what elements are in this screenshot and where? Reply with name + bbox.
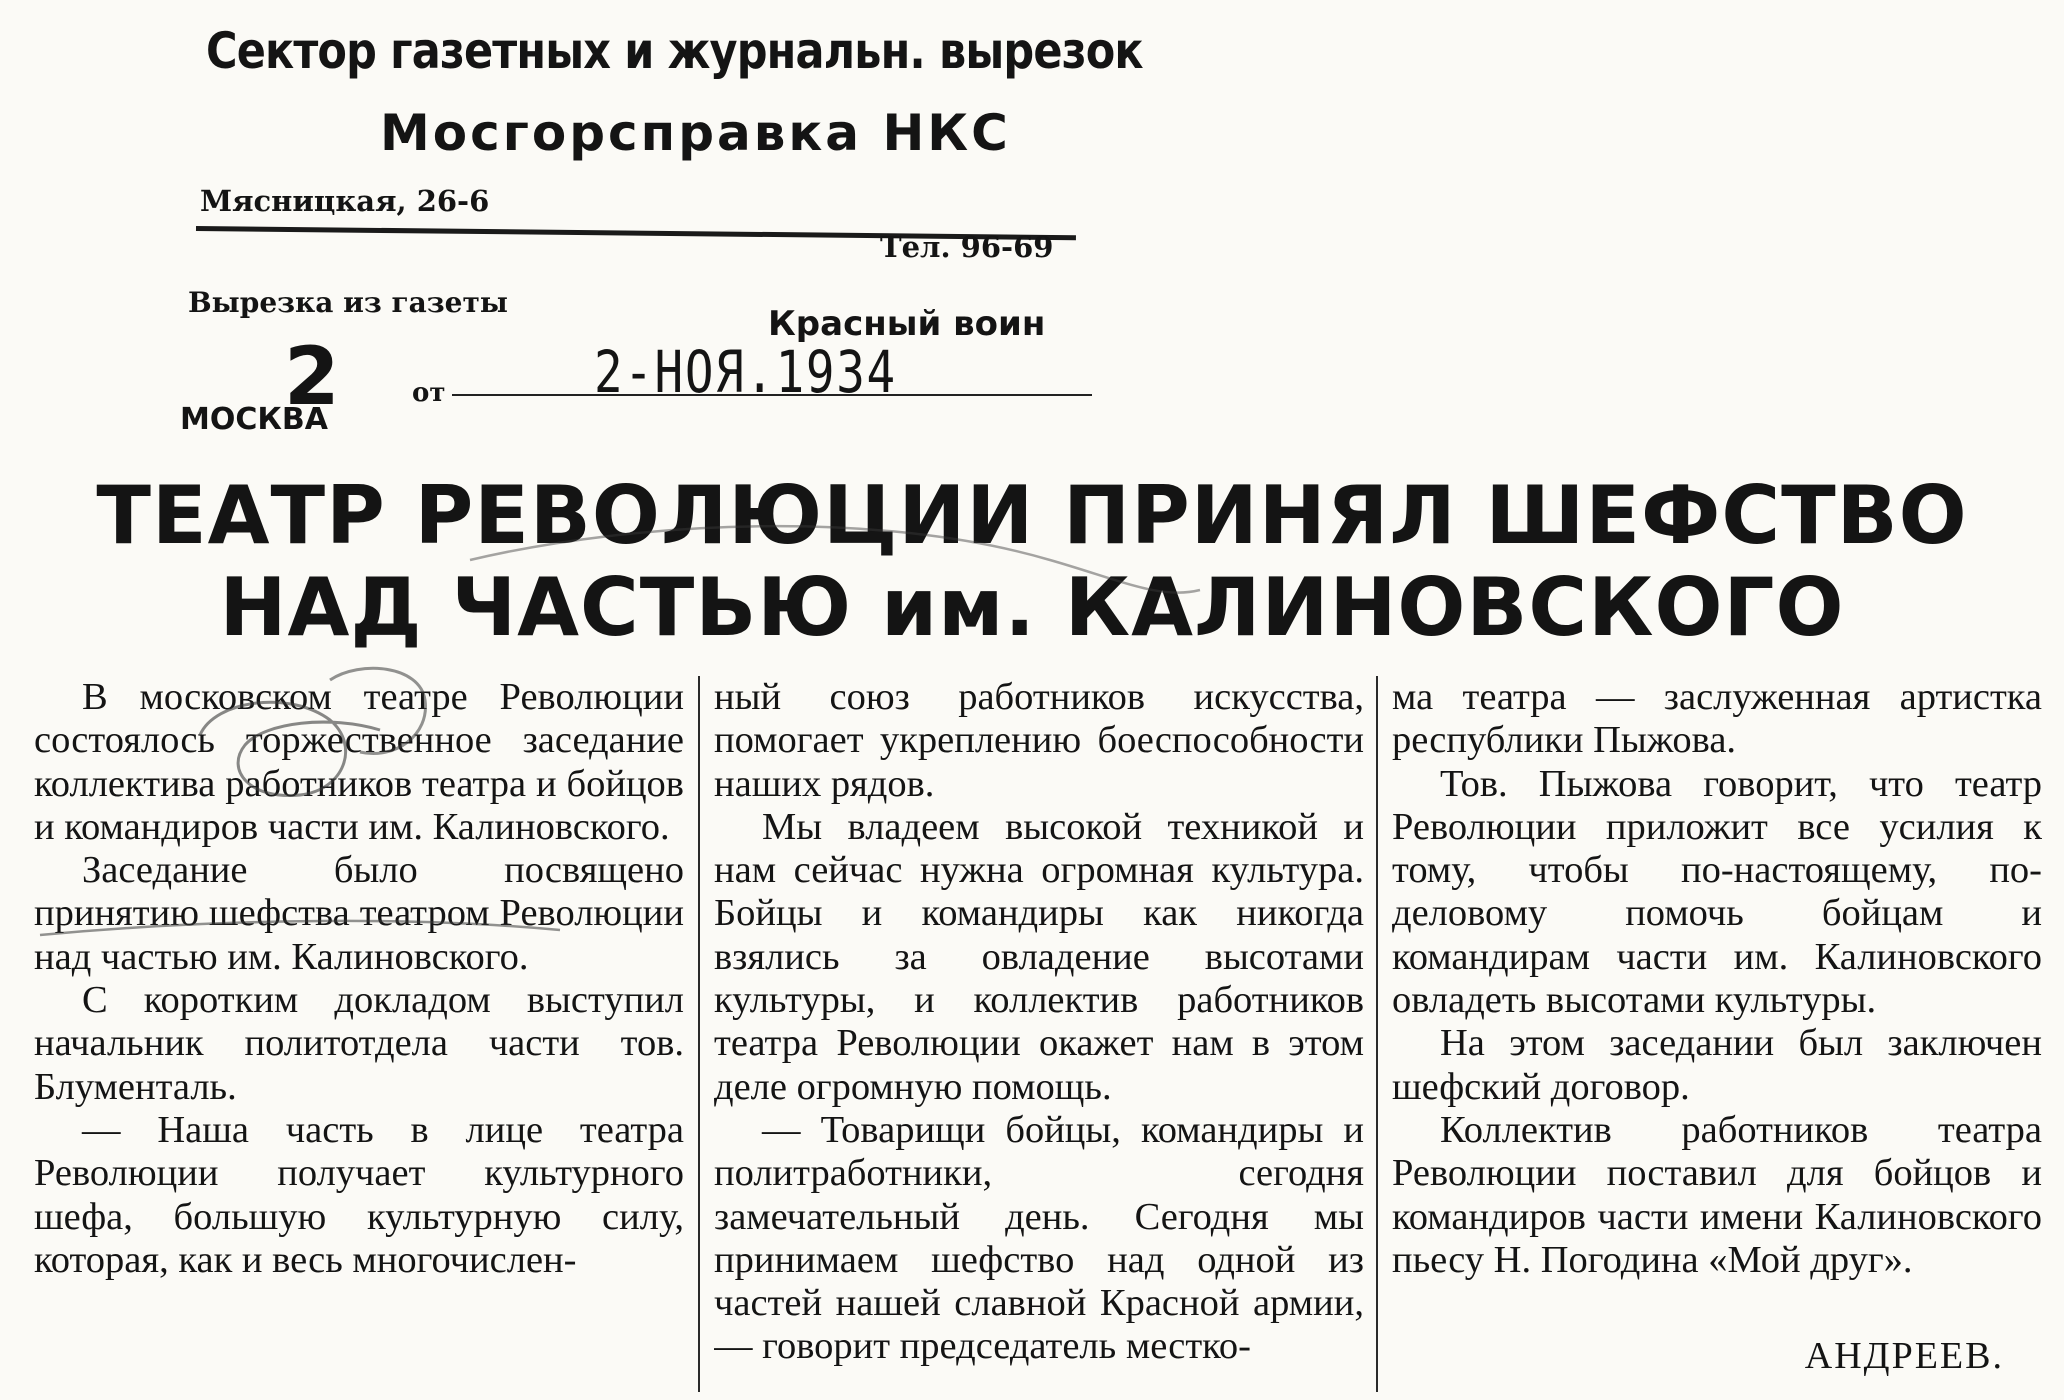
column-rule — [1376, 676, 1378, 1392]
column-rule — [698, 676, 700, 1392]
stamp-from-label: от — [412, 378, 446, 408]
paragraph: Заседание было посвящено принятию шефства театром Революции над частью им. Калиновского. — [34, 849, 684, 978]
article-headline — [0, 470, 2064, 654]
paragraph: — Наша часть в лице театра Революции получает культурного шефа, большую культурную силу, которая, как и весь многочислен- — [34, 1108, 684, 1281]
paragraph: Тов. Пыжова говорит, что театр Революции приложит все усилия к тому, чтобы по-настоящему, по-деловому помочь бойцам и командирам части им. Калиновского овладеть высотами культуры. — [1392, 762, 2042, 1022]
article-body — [34, 676, 2044, 1392]
paragraph: Коллектив работников театра Революции поставил для бойцов и командиров части имени Калиновского пьесу Н. Погодина «Мой друг». — [1392, 1108, 2042, 1281]
stamp-issue-number: 2 — [284, 330, 340, 423]
stamp-address: Мясницкая, 26-6 — [200, 184, 490, 218]
headline-line-1: ТЕАТР РЕВОЛЮЦИИ ПРИНЯЛ ШЕФСТВО — [96, 469, 1968, 562]
article-column-2 — [714, 676, 1364, 1392]
paragraph: На этом заседании был заключен шефский договор. — [1392, 1022, 2042, 1108]
article-column-3 — [1392, 676, 2042, 1392]
stamp-phone: Тел. 96-69 — [880, 230, 1054, 264]
paragraph: Мы владеем высокой техникой и нам сейчас нужна огромная культура. Бойцы и командиры как никогда взялись за овладение высотами культуры, и коллектив работников театра Революции окажет нам в этом деле огромную помощь. — [714, 805, 1364, 1108]
author-signature: АНДРЕЕВ. — [1804, 1335, 2004, 1377]
paragraph: — Товарищи бойцы, командиры и политработники, сегодня замечательный день. Сегодня мы принимаем шефство над одной из частей нашей славной Красной армии, — говорит председатель местко- — [714, 1108, 1364, 1368]
stamp-newspaper-name: Красный воин — [768, 304, 1046, 344]
stamp-title: Сектор газетных и журнальн. вырезок — [206, 22, 1143, 80]
clipping-bureau-stamp — [180, 8, 1143, 448]
stamp-city: МОСКВА — [180, 402, 328, 437]
stamp-organization: Мосгорсправка НКС — [380, 104, 1011, 162]
paragraph: С коротким докладом выступил начальник политотдела части тов. Блументаль. — [34, 979, 684, 1108]
paragraph: В московском театре Революции состоялось торжественное заседание коллектива работников театра и бойцов и командиров части им. Калиновского. — [34, 676, 684, 848]
stamp-clipping-label: Вырезка из газеты — [188, 286, 508, 319]
article-column-1 — [34, 676, 684, 1392]
paragraph-continuation: ма театра — заслуженная артистка республики Пыжова. — [1392, 676, 2042, 762]
stamp-date: 2-НОЯ.1934 — [594, 338, 897, 406]
headline-line-2: НАД ЧАСТЬЮ им. КАЛИНОВСКОГО — [219, 561, 1845, 654]
paragraph-continuation: ный союз работников искусства, помогает укреплению боеспособности наших рядов. — [714, 676, 1364, 805]
